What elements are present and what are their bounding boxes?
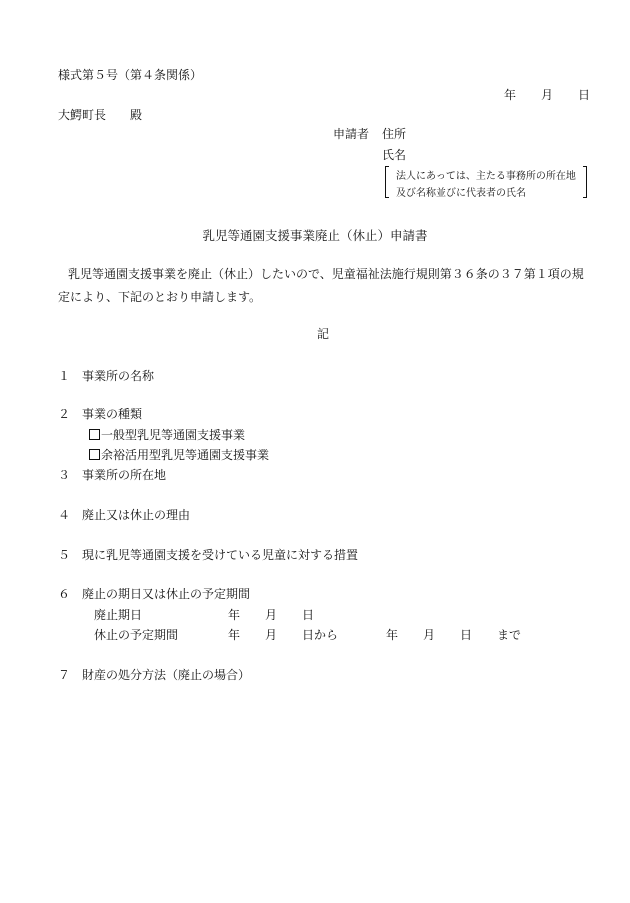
item-label: 財産の処分方法（廃止の場合） [82, 668, 251, 682]
item-label: 現に乳児等通園支援を受けている児童に対する措置 [82, 548, 359, 562]
item-6 [58, 585, 250, 602]
applicant-note-line1: 法人にあっては、主たる事務所の所在地 [396, 171, 576, 182]
item-number: ４ [58, 508, 71, 522]
from-day-label: 日から [302, 628, 339, 642]
item-label: 事業の種類 [82, 407, 143, 421]
checkbox-icon[interactable] [89, 429, 100, 440]
item-7 [58, 666, 250, 683]
item-number: ２ [58, 407, 71, 421]
ki-heading: 記 [316, 327, 329, 341]
item-label: 廃止又は休止の理由 [82, 508, 191, 522]
item-label: 事業所の所在地 [82, 468, 167, 482]
body-text: 乳児等通園支援事業を廃止（休止）したいので、児童福祉法施行規則第３６条の３７第１項の規定により、下記のとおり申請します。 [58, 267, 584, 304]
document-title: 乳児等通園支援事業廃止（休止）申請書 [202, 228, 428, 243]
until-label: まで [497, 628, 522, 642]
day-label: 日 [302, 608, 315, 622]
suspension-period-label: 休止の予定期間 [94, 628, 179, 642]
date-month-label: 月 [541, 88, 554, 102]
name-label: 氏名 [382, 148, 407, 162]
business-type-option-2[interactable] [89, 446, 269, 463]
note-bracket-left [385, 166, 389, 198]
year-label: 年 [228, 628, 241, 642]
addressee-name: 大鰐町長 [58, 108, 107, 122]
item-label: 廃止の期日又は休止の予定期間 [82, 587, 251, 601]
abolition-date-label: 廃止期日 [94, 608, 143, 622]
item-number: ７ [58, 668, 71, 682]
month-label: 月 [265, 628, 278, 642]
date-day-label: 日 [578, 88, 591, 102]
item-5 [58, 546, 358, 563]
date-year-label: 年 [504, 88, 517, 102]
item-number: ３ [58, 468, 71, 482]
item-number: ６ [58, 587, 71, 601]
month-label: 月 [265, 608, 278, 622]
option-label: 一般型乳児等通園支援事業 [101, 428, 246, 442]
year-label: 年 [228, 608, 241, 622]
item-2 [58, 405, 142, 422]
item-3 [58, 466, 166, 483]
checkbox-icon[interactable] [89, 449, 100, 460]
applicant-label: 申請者 [333, 127, 370, 141]
item-label: 事業所の名称 [82, 369, 155, 383]
day-label: 日 [460, 628, 473, 642]
option-label: 余裕活用型乳児等通園支援事業 [101, 448, 270, 462]
month-label: 月 [423, 628, 436, 642]
item-number: １ [58, 369, 71, 383]
addressee-honorific: 殿 [130, 108, 143, 122]
note-bracket-right [583, 166, 587, 198]
business-type-option-1[interactable] [89, 426, 245, 443]
applicant-note-line2: 及び名称並びに代表者の氏名 [396, 188, 526, 199]
form-number: 様式第５号（第４条関係） [58, 68, 203, 82]
year-label: 年 [386, 628, 399, 642]
item-1 [58, 367, 154, 384]
item-number: ５ [58, 548, 71, 562]
address-label: 住所 [382, 127, 407, 141]
item-4 [58, 506, 190, 523]
